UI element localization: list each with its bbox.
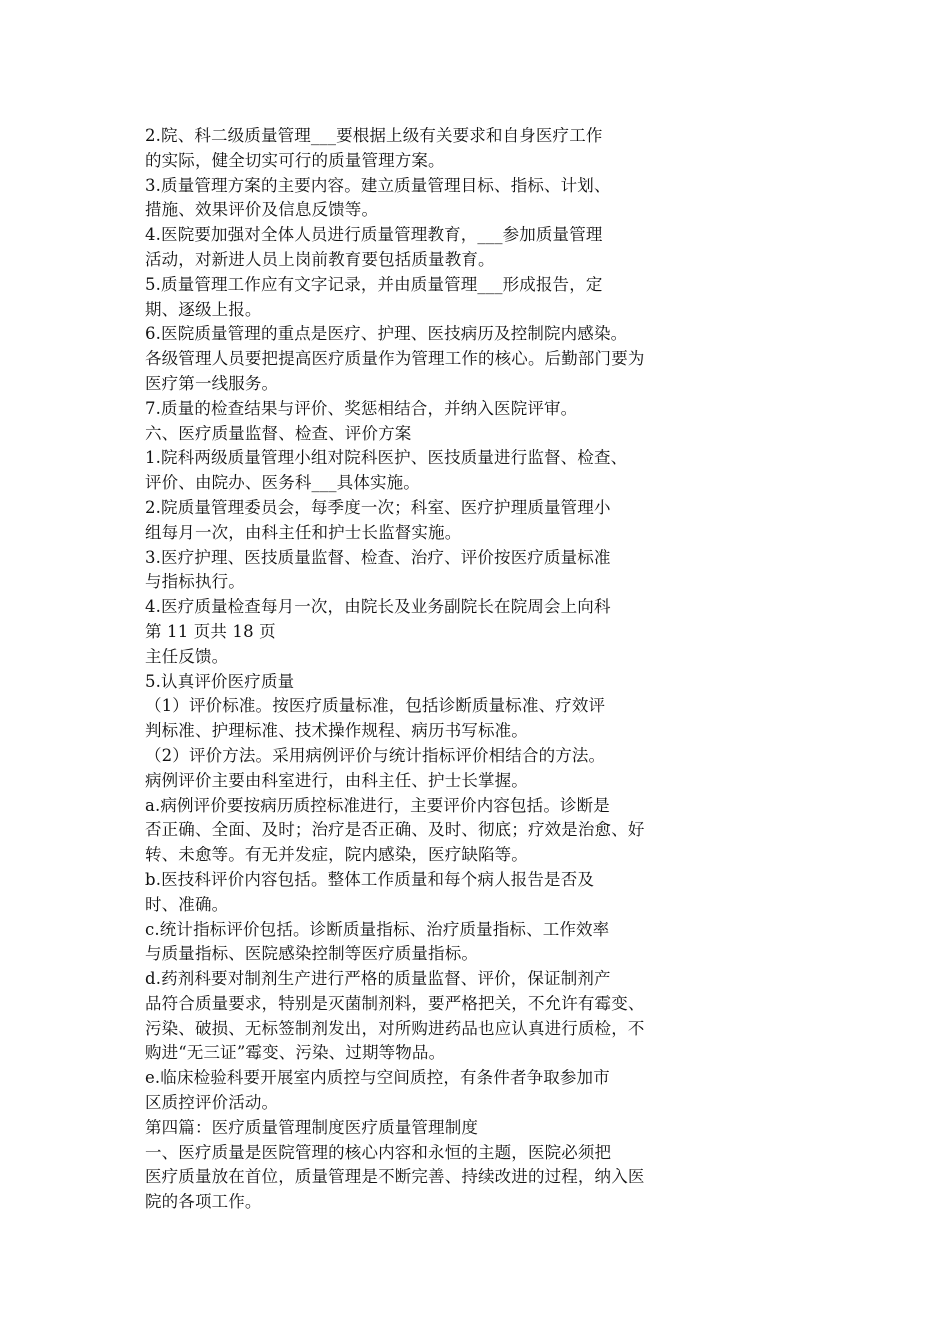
text-line: a.病例评价要按病历质控标准进行，主要评价内容包括。诊断是 [145,795,610,815]
text-line: 污染、破损、无标签制剂发出，对所购进药品也应认真进行质检，不 [145,1018,645,1038]
text-line: 5.质量管理工作应有文字记录，并由质量管理___形成报告，定 [145,274,603,294]
text-line: 4.医院要加强对全体人员进行质量管理教育，___参加质量管理 [145,225,603,245]
text-line: 组每月一次，由科主任和护士长监督实施。 [145,522,462,542]
text-line: 3.质量管理方案的主要内容。建立质量管理目标、指标、计划、 [145,175,611,195]
text-line: 与指标执行。 [145,572,245,592]
text-line: （1）评价标准。按医疗质量标准，包括诊断质量标准、疗效评 [145,696,606,716]
page-number: 第 11 页共 18 页 [145,621,276,641]
text-line: 否正确、全面、及时；治疗是否正确、及时、彻底；疗效是治愈、好 [145,820,645,840]
text-line: 5.认真评价医疗质量 [145,671,295,691]
text-line: 时、准确。 [145,894,229,914]
text-line: 措施、效果评价及信息反馈等。 [145,200,379,220]
text-line: 评价、由院办、医务科___具体实施。 [145,473,420,493]
text-line: （2）评价方法。采用病例评价与统计指标评价相结合的方法。 [145,745,606,765]
text-line: 2.院、科二级质量管理___要根据上级有关要求和自身医疗工作 [145,126,603,145]
document-body [145,124,745,1215]
text-line: e.临床检验科要开展室内质控与空间质控，有条件者争取参加市 [145,1068,610,1088]
text-line: 品符合质量要求，特别是灭菌制剂料，要严格把关，不允许有霉变、 [145,993,645,1013]
text-line: 购进“无三证”霉变、污染、过期等物品。 [145,1043,446,1063]
text-line: 院的各项工作。 [145,1192,262,1212]
section-heading: 六、医疗质量监督、检查、评价方案 [145,423,412,443]
text-line: 病例评价主要由科室进行，由科主任、护士长掌握。 [145,770,528,790]
text-line: 医疗第一线服务。 [145,373,279,393]
text-line: 转、未愈等。有无并发症，院内感染，医疗缺陷等。 [145,845,528,865]
text-line: 7.质量的检查结果与评价、奖惩相结合，并纳入医院评审。 [145,398,578,418]
text-line: 的实际，健全切实可行的质量管理方案。 [145,150,445,170]
text-line: 医疗质量放在首位，质量管理是不断完善、持续改进的过程，纳入医 [145,1167,645,1187]
text-line: 判标准、护理标准、技术操作规程、病历书写标准。 [145,721,528,741]
text-line: 3.医疗护理、医技质量监督、检查、治疗、评价按医疗质量标准 [145,547,611,567]
text-line: c.统计指标评价包括。诊断质量指标、治疗质量指标、工作效率 [145,919,610,939]
section-heading: 第四篇：医疗质量管理制度医疗质量管理制度 [145,1117,478,1137]
text-line: 区质控评价活动。 [145,1093,279,1113]
text-line: 1.院科两级质量管理小组对院科医护、医技质量进行监督、检查、 [145,448,628,468]
text-line: 活动，对新进人员上岗前教育要包括质量教育。 [145,249,495,269]
text-line: 6.医院质量管理的重点是医疗、护理、医技病历及控制院内感染。 [145,324,628,344]
text-line: 主任反馈。 [145,646,229,666]
text-line: 各级管理人员要把提高医疗质量作为管理工作的核心。后勤部门要为 [145,349,645,369]
text-line: 期、逐级上报。 [145,299,262,319]
text-line: 一、医疗质量是医院管理的核心内容和永恒的主题，医院必须把 [145,1142,612,1162]
text-line: 与质量指标、医院感染控制等医疗质量指标。 [145,944,478,964]
text-line: d.药剂科要对制剂生产进行严格的质量监督、评价，保证制剂产 [145,969,611,989]
text-line: 2.院质量管理委员会，每季度一次；科室、医疗护理质量管理小 [145,497,611,517]
text-line: 4.医疗质量检查每月一次，由院长及业务副院长在院周会上向科 [145,597,611,617]
text-line: b.医技科评价内容包括。整体工作质量和每个病人报告是否及 [145,869,595,889]
